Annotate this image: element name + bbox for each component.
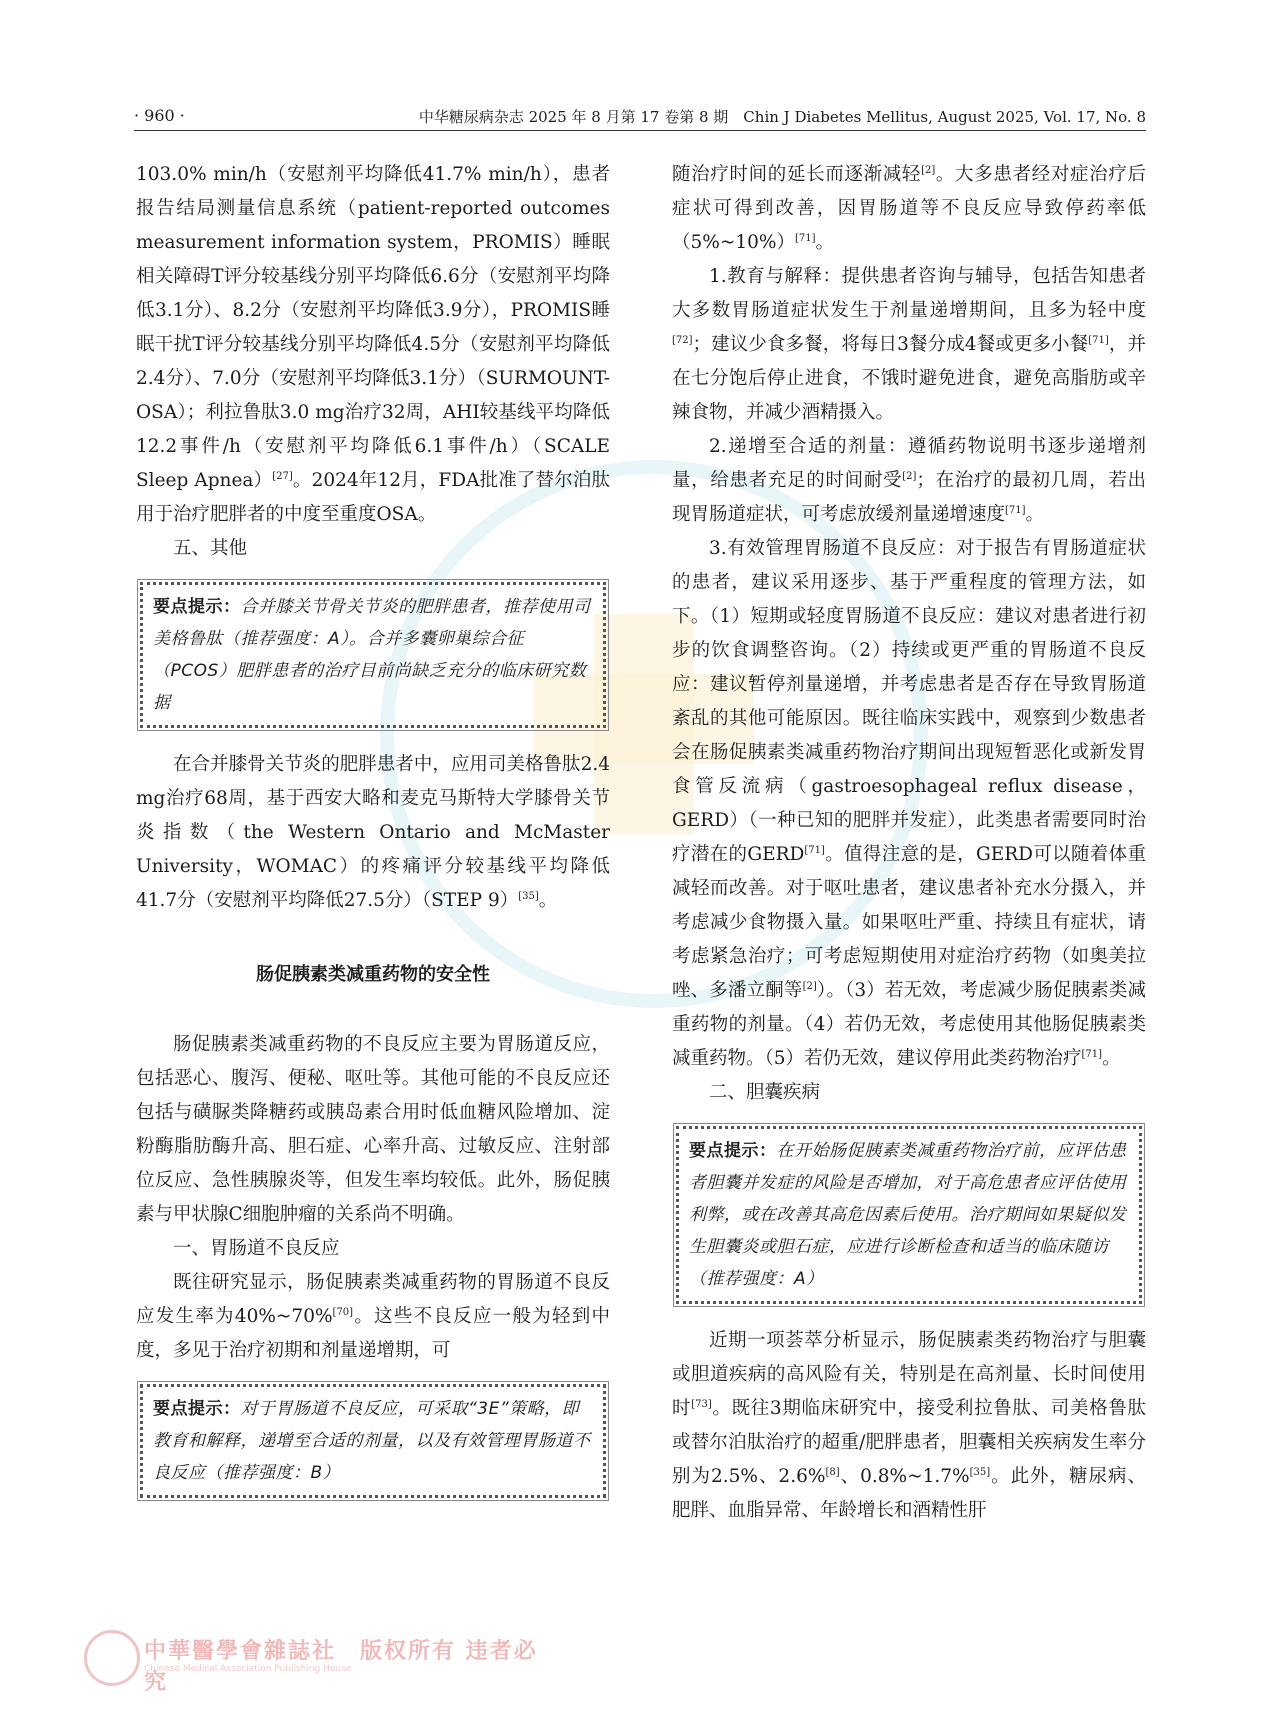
right-column	[672, 158, 1146, 1528]
gi-continuation-paragraph: 随治疗时间的延长而逐渐减轻[2]。大多患者经对症治疗后症状可得到改善，因胃肠道等不良反应导致停药率低（5%~10%）[71]。	[672, 164, 1146, 253]
key-point-box-knee-pcos: 要点提示：合并膝关节骨关节炎的肥胖患者，推荐使用司美格鲁肽（推荐强度：A）。合并多囊卵巢综合征（PCOS）肥胖患者的治疗目前尚缺乏充分的临床研究数据	[140, 582, 606, 728]
publisher-flower-icon	[84, 1630, 140, 1686]
subheading-other: 五、其他	[173, 538, 248, 559]
publisher-watermark-logo	[84, 1630, 554, 1695]
section-title-safety: 肠促胰素类减重药物的安全性	[256, 964, 490, 985]
publisher-name-en: Chinese Medical Association Publishing House	[144, 1664, 352, 1674]
education-paragraph: 1.教育与解释：提供患者咨询与辅导，包括告知患者大多数胃肠道症状发生于剂量递增期间，且多为轻中度[72]；建议少食多餐，将每日3餐分成4餐或更多小餐[71]，并在七分饱后停止进食，不饿时避免进食，避免高脂肪或辛辣食物，并减少酒精摄入。	[672, 266, 1146, 423]
gi-incidence-paragraph: 既往研究显示，肠促胰素类减重药物的胃肠道不良反应发生率为40%~70%[70]。这些不良反应一般为轻到中度，多见于治疗初期和剂量递增期，可	[136, 1272, 610, 1361]
publisher-name: 中華醫學會雜誌社 版权所有 违者必究	[144, 1639, 538, 1695]
key-point-box-3e: 要点提示：对于胃肠道不良反应，可采取“3E”策略，即教育和解释，递增至合适的剂量，以及有效管理胃肠道不良反应（推荐强度：B）	[140, 1384, 606, 1498]
key-point-label: 要点提示：	[153, 597, 241, 617]
left-column	[136, 158, 610, 1518]
subheading-gallbladder: 二、胆囊疾病	[709, 1082, 821, 1103]
page-number: · 960 ·	[134, 106, 185, 125]
dose-escalation-paragraph: 2.递增至合适的剂量：遵循药物说明书逐步递增剂量，给患者充足的时间耐受[2]；在治疗的最初几周，若出现胃肠道症状，可考虑放缓剂量递增速度[71]。	[672, 436, 1146, 525]
adverse-reactions-paragraph: 肠促胰素类减重药物的不良反应主要为胃肠道反应，包括恶心、腹泻、便秘、呕吐等。其他可能的不良反应还包括与磺脲类降糖药或胰岛素合用时低血糖风险增加、淀粉酶脂肪酶升高、胆石症、心率升高、过敏反应、注射部位反应、急性胰腺炎等，但发生率均较低。此外，肠促胰素与甲状腺C细胞肿瘤的关系尚不明确。	[136, 1034, 610, 1225]
subheading-gi: 一、胃肠道不良反应	[173, 1238, 340, 1259]
gi-management-paragraph: 3.有效管理胃肠道不良反应：对于报告有胃肠道症状的患者，建议采用逐步、基于严重程度的管理方法，如下。（1）短期或轻度胃肠道不良反应：建议对患者进行初步的饮食调整咨询。（2）持续或更严重的胃肠道不良反应：建议暂停剂量递增，并考虑患者是否存在导致胃肠道紊乱的其他可能原因。既往临床实践中，观察到少数患者会在肠促胰素类减重药物治疗期间出现短暂恶化或新发胃食管反流病（gastroesophageal reflux disease，GERD）（一种已知的肥胖并发症），此类患者需要同时治疗潜在的GERD[71]。值得注意的是，GERD可以随着体重减轻而改善。对于呕吐患者，建议患者补充水分摄入，并考虑减少食物摄入量。如果呕吐严重、持续且有症状，请考虑紧急治疗；可考虑短期使用对症治疗药物（如奥美拉唑、多潘立酮等[2]）。（3）若无效，考虑减少肠促胰素类减重药物的剂量。（4）若仍无效，考虑使用其他肠促胰素类减重药物。（5）若仍无效，建议停用此类药物治疗[71]。	[672, 538, 1147, 1069]
page-header	[134, 104, 1146, 131]
knee-oa-paragraph: 在合并膝骨关节炎的肥胖患者中，应用司美格鲁肽2.4 mg治疗68周，基于西安大略和麦克马斯特大学膝骨关节炎指数（the Western Ontario and McMaster University，WOMAC）的疼痛评分较基线平均降低41.7分（安慰剂平均降低27.5分）（STEP 9）[35]。	[136, 754, 610, 911]
gallbladder-meta-paragraph: 近期一项荟萃分析显示，肠促胰素类药物治疗与胆囊或胆道疾病的高风险有关，特别是在高剂量、长时间使用时[73]。既往3期临床研究中，接受利拉鲁肽、司美格鲁肽或替尔泊肽治疗的超重/肥胖患者，胆囊相关疾病发生率分别为2.5%、2.6%[8]、0.8%~1.7%[35]。此外，糖尿病、肥胖、血脂异常、年龄增长和酒精性肝	[672, 1330, 1146, 1521]
key-point-label: 要点提示：	[689, 1141, 777, 1161]
journal-citation: 中华糖尿病杂志 2025 年 8 月第 17 卷第 8 期 Chin J Diabetes Mellitus, August 2025, Vol. 17, No. 8	[418, 108, 1146, 126]
key-point-label: 要点提示：	[153, 1399, 241, 1419]
key-point-box-gallbladder: 要点提示：在开始肠促胰素类减重药物治疗前，应评估患者胆囊并发症的风险是否增加，对于高危患者应评估使用利弊，或在改善其高危因素后使用。治疗期间如果疑似发生胆囊炎或胆石症，应进行诊断检查和适当的临床随访（推荐强度：A）	[676, 1126, 1142, 1304]
osa-results-paragraph: 103.0% min/h（安慰剂平均降低41.7% min/h），患者报告结局测量信息系统（patient-reported outcomes measurement information system，PROMIS）睡眠相关障碍T评分较基线分别平均降低6.6分（安慰剂平均降低3.1分）、8.2分（安慰剂平均降低3.9分），PROMIS睡眠干扰T评分较基线分别平均降低4.5分（安慰剂平均降低2.4分）、7.0分（安慰剂平均降低3.1分）（SURMOUNT-OSA）；利拉鲁肽3.0 mg治疗32周，AHI较基线平均降低12.2事件/h（安慰剂平均降低6.1事件/h）（SCALE Sleep Apnea）[27]。2024年12月，FDA批准了替尔泊肽用于治疗肥胖者的中度至重度OSA。	[136, 164, 611, 525]
